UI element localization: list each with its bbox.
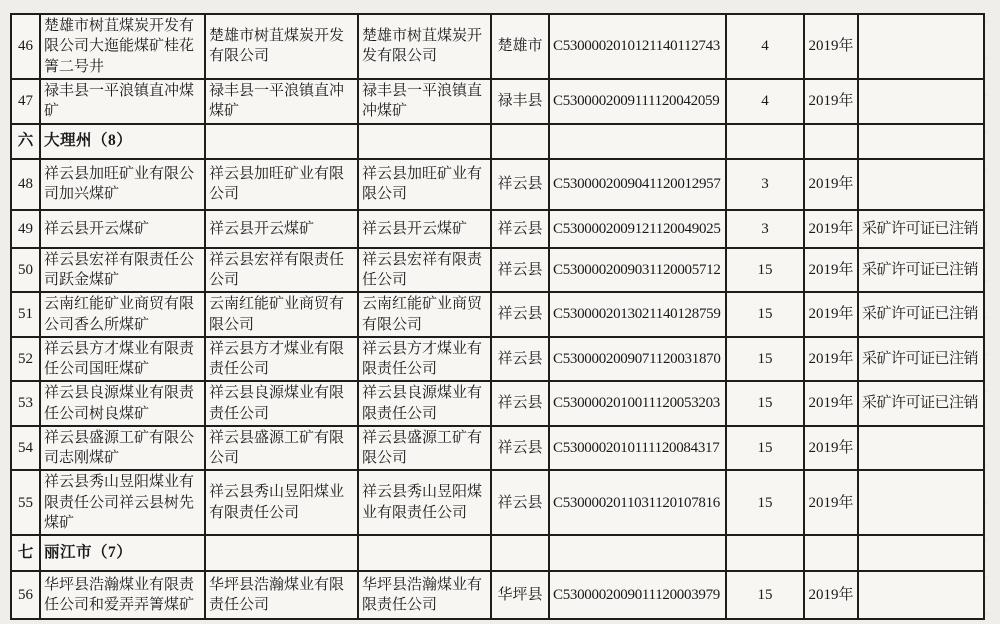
- cell-owner-company: 祥云县宏祥有限责任公司: [358, 248, 491, 293]
- cell-empty: [491, 124, 549, 159]
- table-row: [11, 571, 984, 619]
- cell-count: 3: [726, 159, 804, 210]
- cell-year: 2019年: [804, 337, 858, 382]
- cell-license-holder: 楚雄市树苴煤炭开发有限公司: [205, 14, 358, 79]
- cell-empty: [858, 535, 984, 571]
- cell-license-number: C5300002011031120107816: [549, 470, 726, 535]
- cell-row-number: 46: [11, 14, 40, 79]
- cell-owner-company: 祥云县加旺矿业有限公司: [358, 159, 491, 210]
- cell-remark: [858, 79, 984, 124]
- cell-remark: 采矿许可证已注销: [858, 248, 984, 293]
- cell-license-number: C5300002009111120042059: [549, 79, 726, 124]
- section-number: 七: [11, 535, 40, 571]
- table-row: [11, 381, 984, 426]
- cell-empty: [804, 124, 858, 159]
- cell-count: 15: [726, 248, 804, 293]
- cell-remark: 采矿许可证已注销: [858, 210, 984, 248]
- cell-owner-company: 云南红能矿业商贸有限公司: [358, 292, 491, 337]
- cell-row-number: 54: [11, 426, 40, 471]
- table-row: [11, 292, 984, 337]
- cell-year: 2019年: [804, 426, 858, 471]
- table-row: [11, 14, 984, 79]
- section-header-row: [11, 535, 984, 571]
- cell-empty: [358, 535, 491, 571]
- cell-year: 2019年: [804, 292, 858, 337]
- table-row: [11, 79, 984, 124]
- cell-county: 祥云县: [491, 381, 549, 426]
- cell-empty: [205, 535, 358, 571]
- table-row: [11, 210, 984, 248]
- cell-license-holder: 祥云县盛源工矿有限公司: [205, 426, 358, 471]
- cell-county: 祥云县: [491, 426, 549, 471]
- cell-mine-name: 云南红能矿业商贸有限公司香么所煤矿: [40, 292, 205, 337]
- cell-empty: [549, 124, 726, 159]
- cell-row-number: 55: [11, 470, 40, 535]
- cell-remark: [858, 426, 984, 471]
- cell-row-number: 53: [11, 381, 40, 426]
- cell-license-number: C5300002010011120053203: [549, 381, 726, 426]
- cell-count: 15: [726, 381, 804, 426]
- cell-license-holder: 祥云县加旺矿业有限公司: [205, 159, 358, 210]
- cell-county: 祥云县: [491, 248, 549, 293]
- cell-license-holder: 禄丰县一平浪镇直冲煤矿: [205, 79, 358, 124]
- cell-year: 2019年: [804, 470, 858, 535]
- cell-count: 15: [726, 292, 804, 337]
- cell-mine-name: 禄丰县一平浪镇直冲煤矿: [40, 79, 205, 124]
- cell-owner-company: 祥云县秀山昱阳煤业有限责任公司: [358, 470, 491, 535]
- cell-row-number: 52: [11, 337, 40, 382]
- cell-license-number: C5300002009041120012957: [549, 159, 726, 210]
- cell-county: 楚雄市: [491, 14, 549, 79]
- cell-empty: [858, 124, 984, 159]
- cell-license-holder: 祥云县方才煤业有限责任公司: [205, 337, 358, 382]
- table-row: [11, 159, 984, 210]
- cell-license-number: C5300002009121120049025: [549, 210, 726, 248]
- cell-license-number: C5300002009031120005712: [549, 248, 726, 293]
- cell-license-holder: 华坪县浩瀚煤业有限责任公司: [205, 571, 358, 619]
- cell-remark: [858, 470, 984, 535]
- cell-row-number: 47: [11, 79, 40, 124]
- cell-row-number: 50: [11, 248, 40, 293]
- cell-remark: [858, 159, 984, 210]
- cell-owner-company: 华坪县浩瀚煤业有限责任公司: [358, 571, 491, 619]
- cell-remark: 采矿许可证已注销: [858, 337, 984, 382]
- cell-empty: [549, 535, 726, 571]
- cell-license-holder: 云南红能矿业商贸有限公司: [205, 292, 358, 337]
- table-row: [11, 248, 984, 293]
- mine-list-table: [10, 13, 985, 620]
- cell-year: 2019年: [804, 571, 858, 619]
- cell-row-number: 56: [11, 571, 40, 619]
- cell-empty: [358, 124, 491, 159]
- cell-year: 2019年: [804, 248, 858, 293]
- cell-count: 15: [726, 470, 804, 535]
- cell-year: 2019年: [804, 210, 858, 248]
- cell-count: 15: [726, 571, 804, 619]
- table-row: [11, 426, 984, 471]
- section-header-row: [11, 124, 984, 159]
- cell-county: 禄丰县: [491, 79, 549, 124]
- cell-year: 2019年: [804, 159, 858, 210]
- cell-row-number: 48: [11, 159, 40, 210]
- cell-mine-name: 祥云县方才煤业有限责任公司国旺煤矿: [40, 337, 205, 382]
- cell-mine-name: 华坪县浩瀚煤业有限责任公司和爱弄弄箐煤矿: [40, 571, 205, 619]
- section-title: 大理州（8）: [40, 124, 205, 159]
- cell-county: 祥云县: [491, 470, 549, 535]
- cell-mine-name: 祥云县良源煤业有限责任公司树良煤矿: [40, 381, 205, 426]
- cell-mine-name: 楚雄市树苴煤炭开发有限公司大迤能煤矿桂花箐二号井: [40, 14, 205, 79]
- cell-mine-name: 祥云县盛源工矿有限公司志刚煤矿: [40, 426, 205, 471]
- cell-owner-company: 祥云县方才煤业有限责任公司: [358, 337, 491, 382]
- cell-empty: [491, 535, 549, 571]
- cell-year: 2019年: [804, 381, 858, 426]
- section-title: 丽江市（7）: [40, 535, 205, 571]
- cell-county: 祥云县: [491, 210, 549, 248]
- cell-empty: [726, 124, 804, 159]
- cell-empty: [804, 535, 858, 571]
- cell-owner-company: 楚雄市树苴煤炭开发有限公司: [358, 14, 491, 79]
- cell-license-number: C5300002010111120084317: [549, 426, 726, 471]
- cell-count: 4: [726, 79, 804, 124]
- cell-county: 祥云县: [491, 292, 549, 337]
- cell-remark: [858, 14, 984, 79]
- cell-license-holder: 祥云县开云煤矿: [205, 210, 358, 248]
- cell-empty: [726, 535, 804, 571]
- cell-license-number: C5300002009011120003979: [549, 571, 726, 619]
- cell-row-number: 49: [11, 210, 40, 248]
- table-row: [11, 470, 984, 535]
- cell-mine-name: 祥云县宏祥有限责任公司跃金煤矿: [40, 248, 205, 293]
- cell-owner-company: 祥云县开云煤矿: [358, 210, 491, 248]
- cell-mine-name: 祥云县加旺矿业有限公司加兴煤矿: [40, 159, 205, 210]
- cell-count: 3: [726, 210, 804, 248]
- cell-row-number: 51: [11, 292, 40, 337]
- cell-empty: [205, 124, 358, 159]
- cell-owner-company: 祥云县盛源工矿有限公司: [358, 426, 491, 471]
- cell-year: 2019年: [804, 14, 858, 79]
- cell-owner-company: 禄丰县一平浪镇直冲煤矿: [358, 79, 491, 124]
- cell-license-number: C5300002010121140112743: [549, 14, 726, 79]
- cell-mine-name: 祥云县开云煤矿: [40, 210, 205, 248]
- cell-county: 祥云县: [491, 159, 549, 210]
- cell-mine-name: 祥云县秀山昱阳煤业有限责任公司祥云县树先煤矿: [40, 470, 205, 535]
- cell-county: 华坪县: [491, 571, 549, 619]
- cell-count: 15: [726, 426, 804, 471]
- cell-license-number: C5300002013021140128759: [549, 292, 726, 337]
- cell-count: 15: [726, 337, 804, 382]
- cell-county: 祥云县: [491, 337, 549, 382]
- cell-remark: 采矿许可证已注销: [858, 381, 984, 426]
- cell-license-holder: 祥云县秀山昱阳煤业有限责任公司: [205, 470, 358, 535]
- cell-license-holder: 祥云县宏祥有限责任公司: [205, 248, 358, 293]
- cell-remark: 采矿许可证已注销: [858, 292, 984, 337]
- cell-license-holder: 祥云县良源煤业有限责任公司: [205, 381, 358, 426]
- cell-license-number: C5300002009071120031870: [549, 337, 726, 382]
- cell-year: 2019年: [804, 79, 858, 124]
- cell-remark: [858, 571, 984, 619]
- cell-owner-company: 祥云县良源煤业有限责任公司: [358, 381, 491, 426]
- cell-count: 4: [726, 14, 804, 79]
- table-row: [11, 337, 984, 382]
- section-number: 六: [11, 124, 40, 159]
